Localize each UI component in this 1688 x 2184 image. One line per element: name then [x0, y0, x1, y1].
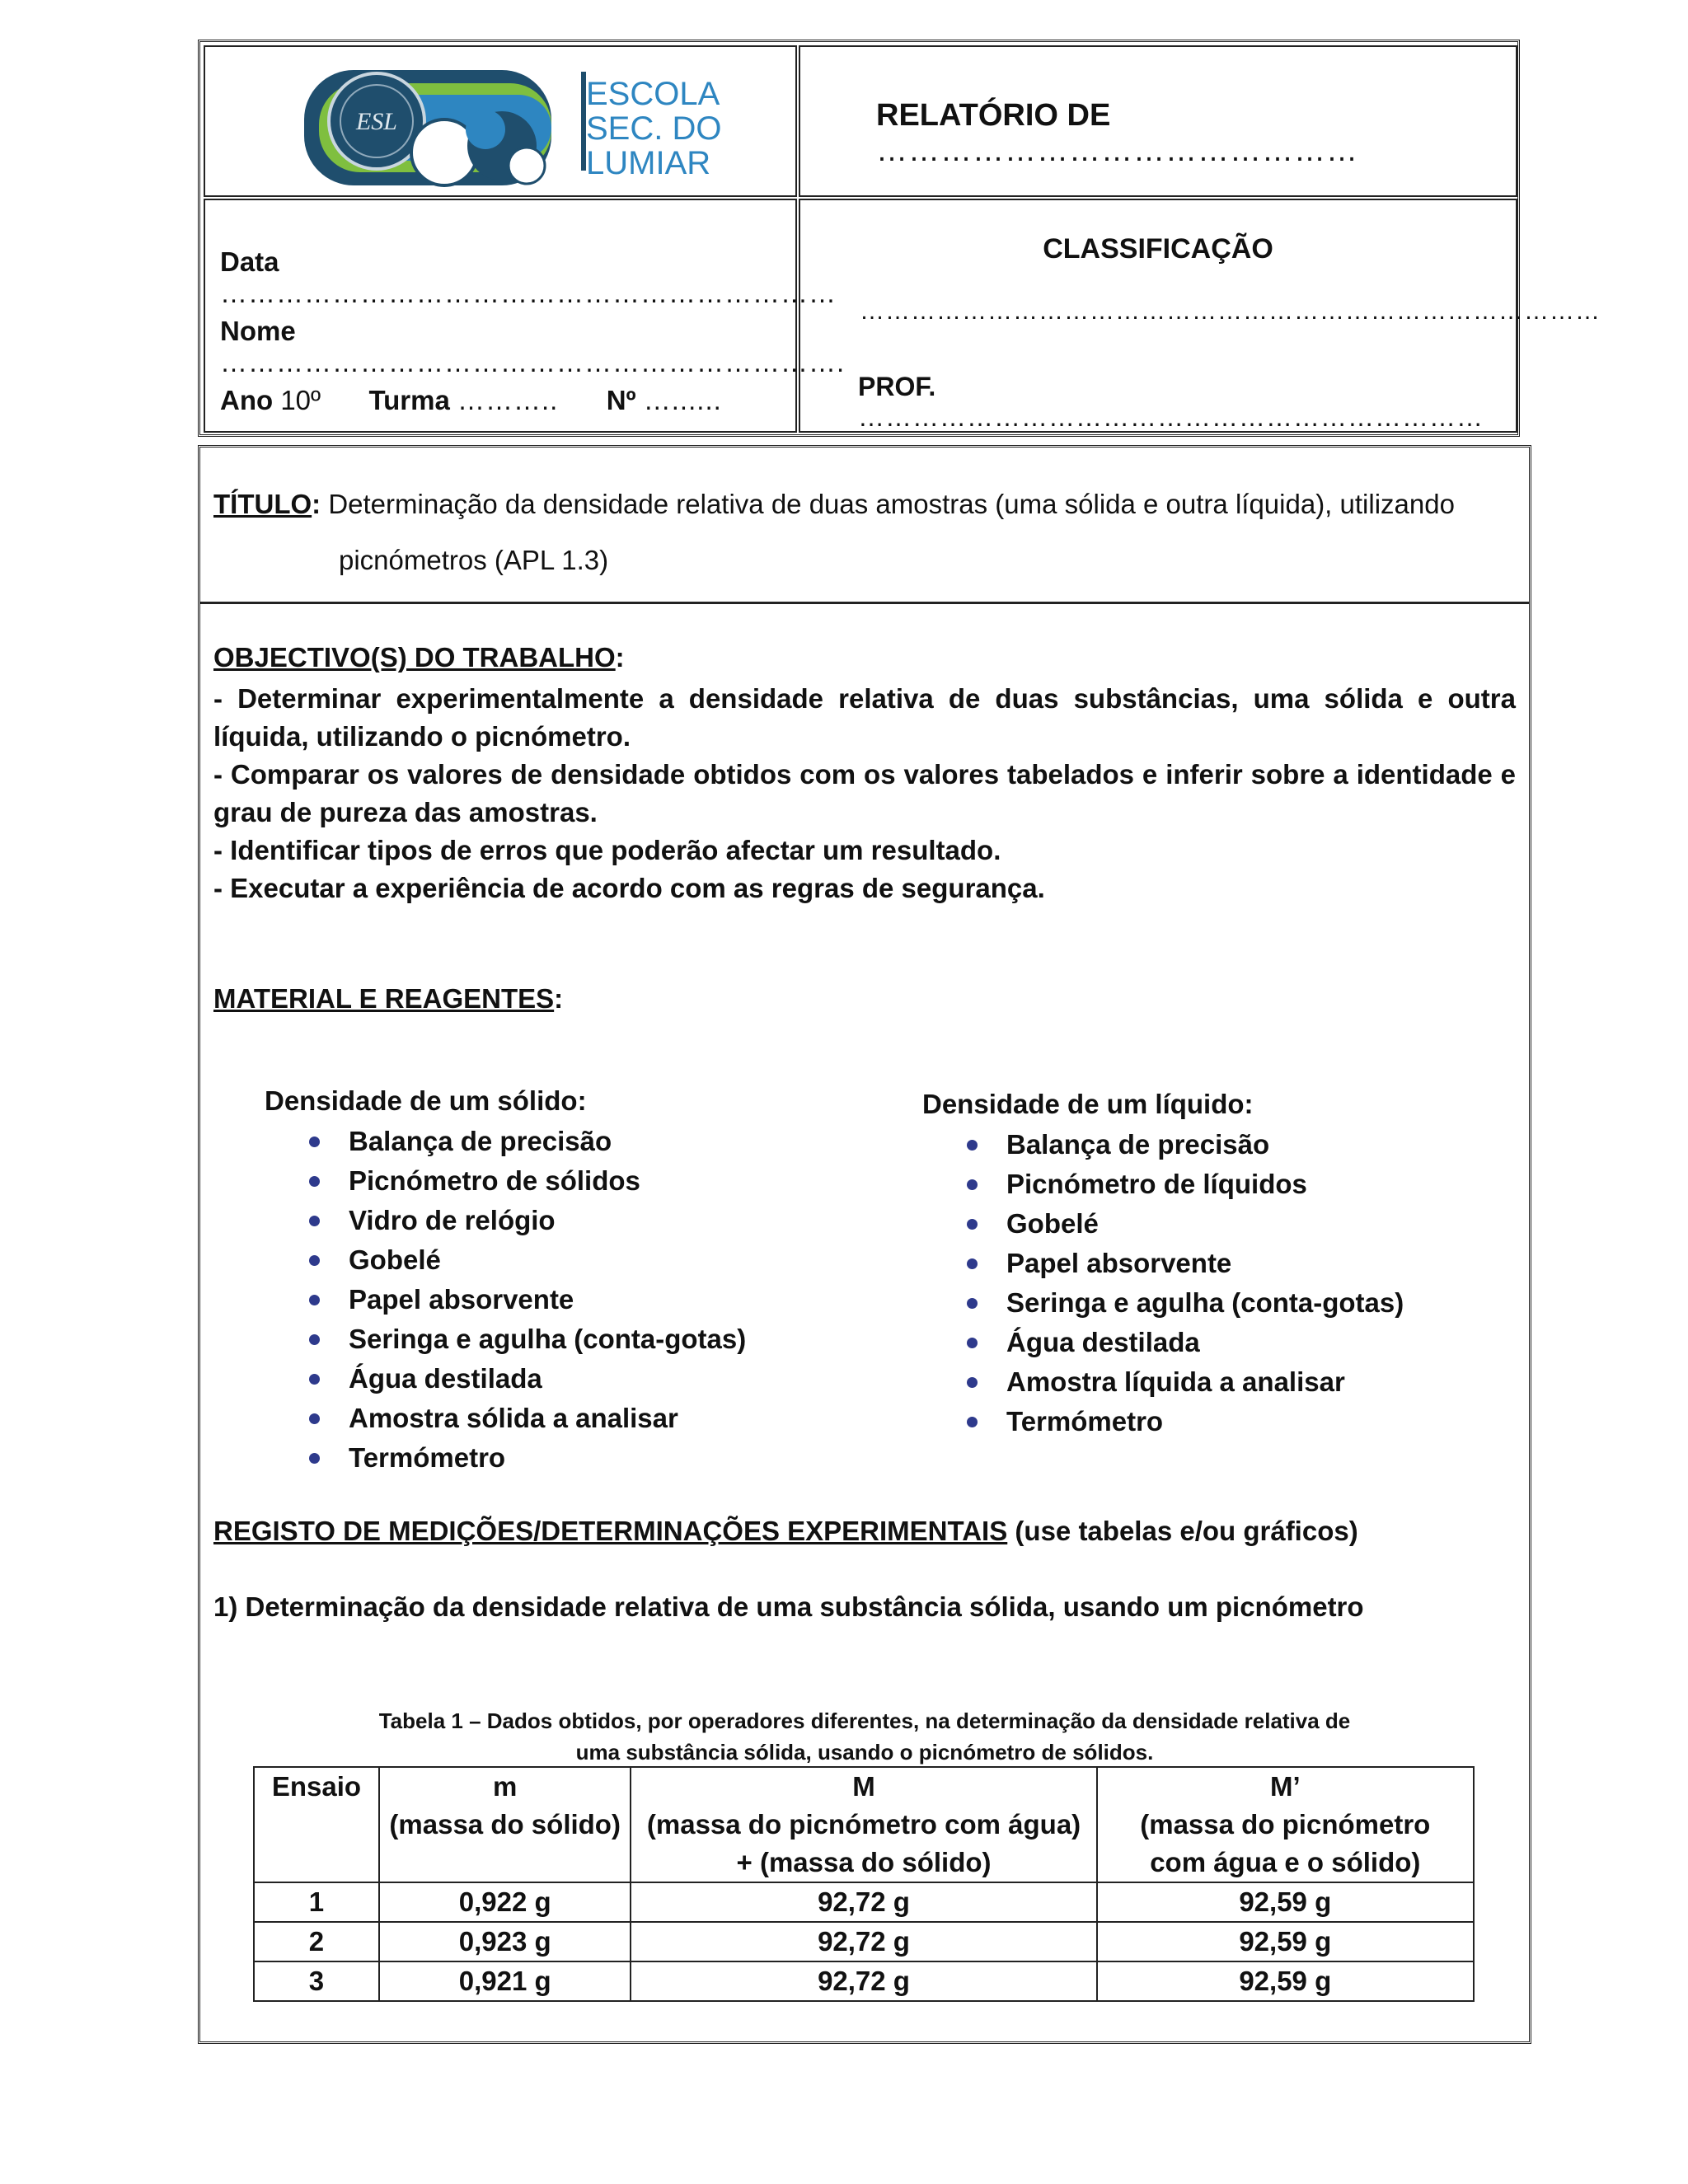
liquido-column-title: Densidade de um líquido:	[922, 1089, 1254, 1119]
titulo-line-1: TÍTULO: Determinação da densidade relativa de duas amostras (uma sólida e outra líquida), utilizando	[213, 489, 1455, 519]
tabela1-caption-line-1: Tabela 1 – Dados obtidos, por operadores diferentes, na determinação da densidade relativa de	[378, 1708, 1351, 1733]
material-heading: MATERIAL E REAGENTES:	[213, 983, 564, 1014]
table-cell: 92,59 g	[1097, 1922, 1474, 1961]
table-row	[254, 1882, 1474, 1922]
ano-value: 10º	[280, 385, 321, 415]
registo-heading	[213, 1516, 1358, 1547]
material-item: Vidro de relógio	[307, 1201, 746, 1240]
turma-label: Turma	[368, 385, 450, 415]
material-item: Papel absorvente	[965, 1244, 1404, 1283]
numero-label: Nº	[606, 385, 636, 415]
logo-cell	[204, 45, 797, 197]
school-logo	[205, 47, 799, 199]
titulo-section	[200, 448, 1529, 604]
prof-field[interactable]: ……………………………………………………………	[858, 402, 1484, 432]
titulo-text-2: picnómetros (APL 1.3)	[339, 545, 609, 575]
table-cell: 1	[254, 1882, 379, 1922]
relatorio-label: RELATÓRIO DE	[876, 98, 1111, 133]
material-item: Balança de precisão	[965, 1125, 1404, 1165]
objectivos-list	[213, 680, 1516, 907]
objectivos-heading-text: OBJECTIVO(S) DO TRABALHO	[213, 642, 616, 673]
nome-field[interactable]: ………………………………………………………….	[220, 347, 846, 377]
material-item: Termómetro	[307, 1438, 746, 1478]
tabela1-header-row	[254, 1767, 1474, 1882]
logo-line-3: LUMIAR	[586, 145, 711, 181]
material-item: Amostra sólida a analisar	[307, 1399, 746, 1438]
material-item: Picnómetro de sólidos	[307, 1161, 746, 1201]
header-symbol: m	[493, 1771, 518, 1802]
table-cell: 2	[254, 1922, 379, 1961]
material-item: Amostra líquida a analisar	[965, 1362, 1404, 1402]
objectivo-item: - Determinar experimentalmente a densidade relativa de duas substâncias, uma sólida e outra líquida, utilizando o picnómetro.	[213, 683, 1516, 752]
solido-material-list	[307, 1122, 746, 1478]
relatorio-title	[876, 98, 1516, 169]
header-symbol: M	[852, 1771, 875, 1802]
titulo-label: TÍTULO	[213, 489, 312, 519]
header-symbol: Ensaio	[271, 1771, 362, 1802]
objectivo-item: - Executar a experiência de acordo com as regras de segurança.	[213, 873, 1045, 903]
header-desc: (massa do picnómetro	[1140, 1809, 1431, 1840]
header-desc: com água e o sólido)	[1150, 1847, 1421, 1877]
objectivo-item: - Comparar os valores de densidade obtidos com os valores tabelados e inferir sobre a identidade e grau de pureza das amostras.	[213, 759, 1516, 827]
ano-turma-line	[220, 385, 722, 416]
table-cell: 3	[254, 1961, 379, 2001]
classificacao-title: CLASSIFICAÇÃO	[1043, 233, 1273, 265]
liquido-material-list	[965, 1125, 1404, 1441]
material-item: Água destilada	[307, 1359, 746, 1399]
material-item: Gobelé	[965, 1204, 1404, 1244]
logo-line-1: ESCOLA	[586, 76, 720, 112]
logo-seal-text: ESL	[355, 108, 398, 135]
table-row	[254, 1961, 1474, 2001]
tabela1-header-M-prime	[1097, 1767, 1474, 1882]
header-desc: (massa do picnómetro com água)	[646, 1809, 1081, 1840]
ano-label: Ano	[220, 385, 274, 415]
tabela1-header-m	[379, 1767, 631, 1882]
header-desc: + (massa do sólido)	[736, 1847, 992, 1877]
nome-line	[220, 316, 845, 378]
turma-field[interactable]: ………..	[457, 385, 559, 415]
relatorio-cell	[799, 45, 1517, 197]
data-label: Data	[220, 246, 279, 277]
solido-column-title: Densidade de um sólido:	[265, 1085, 587, 1116]
student-info-cell	[204, 199, 846, 433]
tabela1-caption	[200, 1705, 1529, 1768]
material-item: Seringa e agulha (conta-gotas)	[965, 1283, 1404, 1323]
registo-subheading-1: 1) Determinação da densidade relativa de uma substância sólida, usando um picnómetro	[213, 1591, 1364, 1622]
material-item: Balança de precisão	[307, 1122, 746, 1161]
material-item: Seringa e agulha (conta-gotas)	[307, 1319, 746, 1359]
material-item: Gobelé	[307, 1240, 746, 1280]
table-cell: 92,72 g	[631, 1961, 1096, 2001]
nome-label: Nome	[220, 316, 296, 346]
tabela1-header-ensaio	[254, 1767, 379, 1882]
material-item: Picnómetro de líquidos	[965, 1165, 1404, 1204]
table-cell: 0,922 g	[379, 1882, 631, 1922]
table-row	[254, 1922, 1474, 1961]
material-item: Termómetro	[965, 1402, 1404, 1441]
tabela1-caption-line-2: uma substância sólida, usando o picnómetro de sólidos.	[575, 1740, 1154, 1765]
table-cell: 92,72 g	[631, 1882, 1096, 1922]
tabela1-header-M	[631, 1767, 1096, 1882]
data-line	[220, 246, 837, 309]
numero-field[interactable]: …......	[643, 385, 722, 415]
report-header	[198, 40, 1601, 437]
table-cell: 92,72 g	[631, 1922, 1096, 1961]
registo-heading-text: REGISTO DE MEDIÇÕES/DETERMINAÇÕES EXPERIMENTAIS	[213, 1516, 1008, 1546]
report-body	[198, 445, 1531, 2044]
table-cell: 0,921 g	[379, 1961, 631, 2001]
table-cell: 92,59 g	[1097, 1882, 1474, 1922]
titulo-text-1: Determinação da densidade relativa de duas amostras (uma sólida e outra líquida), utilizando	[328, 489, 1455, 519]
objectivo-item: - Identificar tipos de erros que poderão afectar um resultado.	[213, 835, 1001, 865]
objectivos-heading: OBJECTIVO(S) DO TRABALHO:	[213, 642, 625, 673]
header-desc: (massa do sólido)	[389, 1809, 621, 1840]
table-cell: 92,59 g	[1097, 1961, 1474, 2001]
data-field[interactable]: …………………………………………………………	[220, 278, 837, 308]
relatorio-dots[interactable]: ………………………………………	[876, 134, 1358, 168]
material-item: Água destilada	[965, 1323, 1404, 1362]
registo-note: (use tabelas e/ou gráficos)	[1015, 1516, 1358, 1546]
table-cell: 0,923 g	[379, 1922, 631, 1961]
prof-label: PROF.	[858, 372, 936, 401]
material-item: Papel absorvente	[307, 1280, 746, 1319]
classificacao-cell	[799, 199, 1601, 433]
prof-line	[858, 372, 1516, 433]
logo-line-2: SEC. DO	[586, 110, 722, 147]
classificacao-field[interactable]: ……………………………………………………………………………	[860, 298, 1601, 325]
material-heading-text: MATERIAL E REAGENTES	[213, 983, 555, 1014]
header-symbol: M’	[1269, 1771, 1301, 1802]
tabela1	[253, 1766, 1475, 2002]
